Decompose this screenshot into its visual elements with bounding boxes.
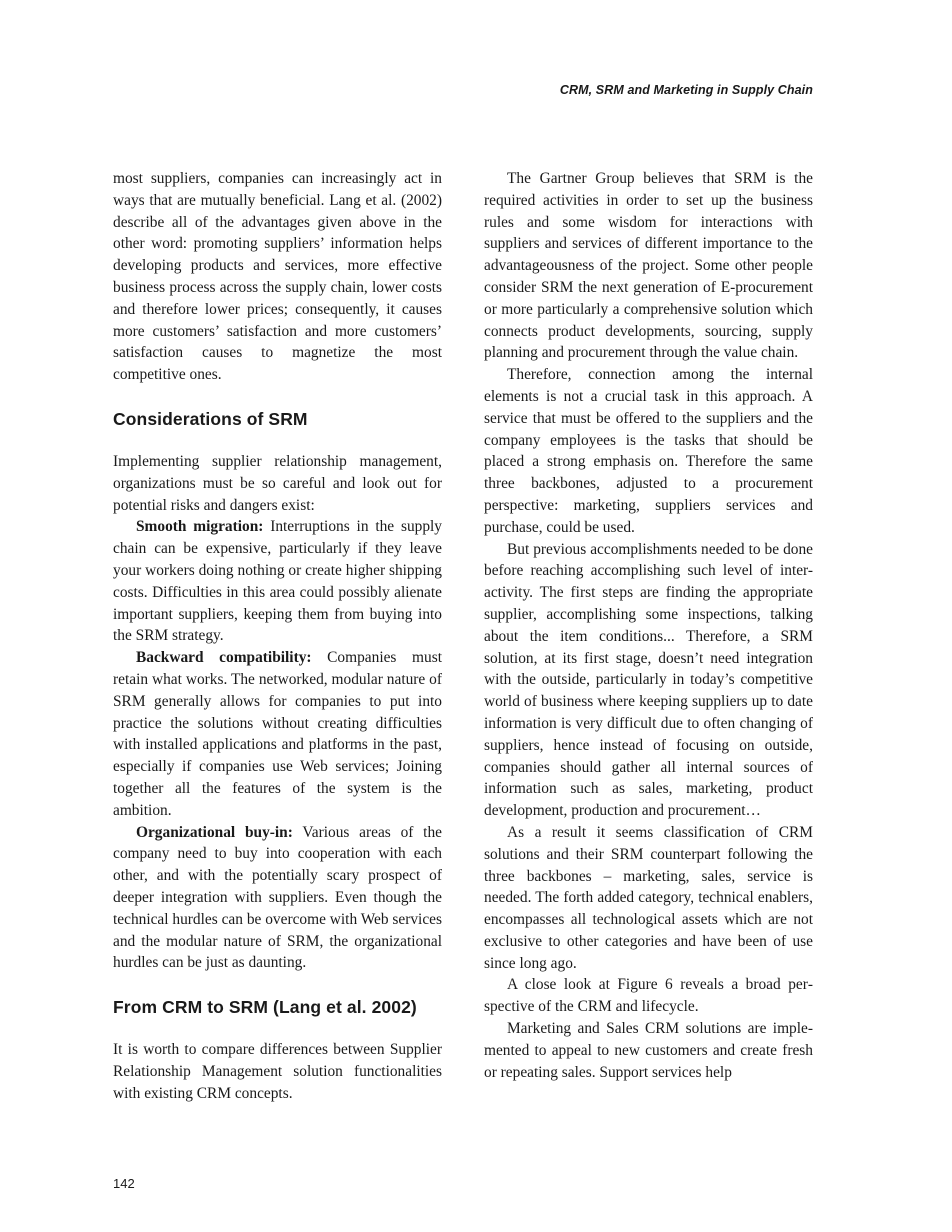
paragraph-compare: It is worth to compare differences between Supplier Relationship Management solution functionalities with existing CRM concepts. (113, 1041, 442, 1102)
term-backward-compatibility: Backward compatibility: (136, 649, 312, 667)
paragraph-close-look: A close look at Figure 6 reveals a broad perspective of the CRM and lifecycle. (484, 976, 813, 1016)
term-smooth-migration: Smooth migration: (136, 518, 264, 536)
term-organizational-buy-in: Organizational buy-in: (136, 823, 293, 841)
page-number: 142 (113, 1176, 135, 1191)
right-column (484, 168, 813, 1083)
paragraph-backward-compatibility (113, 647, 442, 821)
paragraph-smooth-migration (113, 516, 442, 647)
section-heading-from-crm-to-srm: From CRM to SRM (Lang et al. 2002) (113, 997, 417, 1018)
paragraph-gartner: The Gartner Group believes that SRM is the required activities in order to set up the business rules and some wisdom for interactions with suppliers and services of different importance to the advantageousness of the project. Some other people consider SRM the next generation of E-procurement or more particularly a comprehensive solution which connects product developments, sourcing, supply planning and procurement through the value chain. (484, 170, 813, 362)
text-backward-compatibility: Companies must retain what works. The networked, modular nature of SRM generally allows for companies to put into practice the solutions without creating difficulties with installed applications and platforms in the past, especially if companies use Web services; Joining together all the features of the system is the ambition. (113, 649, 442, 819)
section-heading-considerations: Considerations of SRM (113, 408, 308, 429)
paragraph-previous: But previous accomplishments needed to be done before reaching accomplishing such level of inter-activity. The first steps are finding the appropriate supplier, accomplishing some inspections, talking about the item conditions... Therefore, a SRM solution, at its first stage, doesn’t need integration with the outside, particularly in today’s competitive world of business where keeping suppliers up to date information is very difficult due to often changing of suppliers, hence instead of focusing on outside, companies should gather all internal sources of information such as sales, marketing, product development, production and procurement… (484, 540, 813, 820)
paragraph-implementing: Implementing supplier relationship management, organizations must be so careful and look out for potential risks and dangers exist: (113, 452, 442, 514)
paragraph-marketing: Marketing and Sales CRM solutions are implemented to appeal to new customers and create fresh or repeating sales. Support services help (484, 1020, 813, 1081)
paragraph-intro: most suppliers, companies can increasingly act in ways that are mutually beneficial. Lang et al. (2002) describe all of the advantages given above in the other word: promoting suppliers’ information helps developing products and services, more effective business process across the supply chain, lower costs and therefore lower prices; consequently, it causes more customers’ satisfaction and more customers’ satisfaction causes to magnetize the most competitive ones. (113, 170, 442, 384)
text-organizational-buy-in: Various areas of the company need to buy into cooperation with each other, and with the potentially scary prospect of deeper integration with suppliers. Even though the technical hurdles can be overcome with Web services and the modular nature of SRM, the organizational hurdles can be just as daunting. (113, 823, 442, 972)
left-column (113, 168, 442, 1104)
text-smooth-migration: Interruptions in the supply chain can be expensive, particularly if they leave your workers doing nothing or create higher shipping costs. Difficulties in this area could possibly alienate important suppliers, keeping them from buying into the SRM strategy. (113, 518, 443, 645)
paragraph-organizational-buy-in (113, 822, 442, 975)
paragraph-therefore: Therefore, connection among the internal elements is not a crucial task in this approach. A service that must be offered to the suppliers and the company employees is the tasks that should be placed a strong emphasis on. Therefore the same three backbones, adjusted to a procurement perspective: marketing, suppliers services and purchase, could be used. (484, 366, 813, 536)
running-header: CRM, SRM and Marketing in Supply Chain (559, 83, 813, 97)
paragraph-result: As a result it seems classification of CRM solutions and their SRM counterpart following the three backbones – marketing, sales, service is needed. The forth added category, technical enablers, encompasses all technological assets which are not exclusive to other categories and have been of use since long ago. (484, 823, 813, 972)
